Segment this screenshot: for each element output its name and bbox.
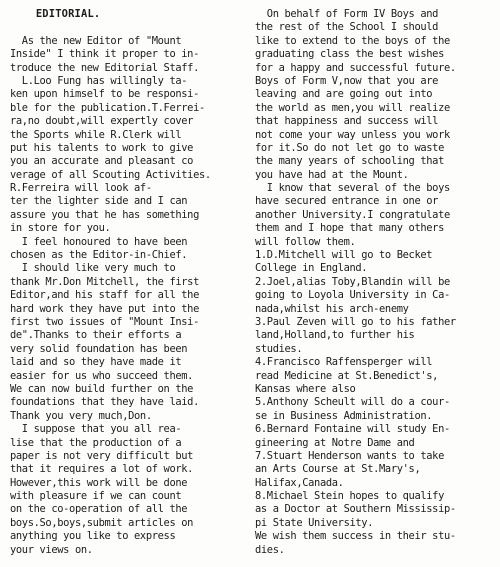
- editorial-text-line: ter the lighter side and I can: [10, 195, 188, 208]
- graduates-text-line: I know that several of the boys: [255, 182, 450, 195]
- graduates-text-line: dies.: [255, 543, 285, 556]
- graduates-text-line: leaving and are going out into: [255, 88, 433, 101]
- editorial-text-line: thank Mr.Don Mitchell, the first: [10, 275, 199, 288]
- graduates-text-line: for a happy and successful future.: [255, 61, 456, 74]
- graduates-text-line: land,Holland,to further his: [255, 329, 415, 342]
- graduates-text-line: have secured entrance in one or: [255, 195, 439, 208]
- editorial-text-line: [10, 21, 250, 34]
- graduates-text-line: 3.Paul Zeven will go to his father: [255, 315, 456, 328]
- graduates-text-line: gineering at Notre Dame and: [255, 436, 415, 449]
- editorial-text-line: paper is not very difficult but: [10, 449, 194, 462]
- editorial-text-line: EDITORIAL.: [10, 8, 101, 20]
- editorial-text-line: I feel honoured to have been: [10, 235, 188, 248]
- graduates-text-line: read Medicine at St.Benedict's,: [255, 369, 439, 382]
- graduates-text-line: as a Doctor at Southern Mississip-: [255, 503, 456, 516]
- editorial-text-line: that it requires a lot of work.: [10, 463, 194, 476]
- graduates-text-line: for it.So do not let go to waste: [255, 141, 444, 154]
- editorial-text-line: chosen as the Editor-in-Chief.: [10, 249, 188, 262]
- graduates-text-line: Kansas where also: [255, 382, 356, 395]
- graduates-text-line: you have had at the Mount.: [255, 168, 409, 181]
- editorial-text-line: with pleasure if we can count: [10, 490, 182, 503]
- graduates-text-line: the many years of schooling that: [255, 155, 444, 168]
- graduates-text-line: 1.D.Mitchell will go to Becket: [255, 249, 433, 262]
- graduates-text-line: Boys of Form V,now that you are: [255, 74, 439, 87]
- editorial-text-line: We can now build further on the: [10, 382, 194, 395]
- graduates-column: [255, 8, 495, 557]
- editorial-text-line: very solid foundation has been: [10, 342, 188, 355]
- editorial-text-line: L.Loo Fung has willingly ta-: [10, 74, 188, 87]
- graduates-text-line: 6.Bernard Fontaine will study En-: [255, 423, 450, 436]
- graduates-text-line: the world as men,you will realize: [255, 101, 450, 114]
- graduates-text-line: 2.Joel,alias Toby,Blandin will be: [255, 275, 450, 288]
- editorial-text-line: I suppose that you all rea-: [10, 423, 182, 436]
- editorial-text-line: hard work they have put into the: [10, 302, 199, 315]
- graduates-text-line: going to Loyola University in Ca-: [255, 289, 450, 302]
- editorial-text-line: Thank you very much,Don.: [10, 409, 152, 422]
- editorial-text-line: in store for you.: [10, 222, 111, 235]
- graduates-text-line: like to extend to the boys of the: [255, 34, 450, 47]
- editorial-text-line: easier for us who succeed them.: [10, 369, 194, 382]
- editorial-text-line: boys.So,boys,submit articles on: [10, 516, 194, 529]
- editorial-text-line: first two issues of "Mount Insi-: [10, 315, 199, 328]
- graduates-text-line: graduating class the best wishes: [255, 48, 444, 61]
- editorial-text-line: However,this work will be done: [10, 476, 188, 489]
- editorial-text-line: laid and so they have made it: [10, 356, 182, 369]
- editorial-text-line: lise that the production of a: [10, 436, 182, 449]
- editorial-text-line: Inside" I think it proper to in-: [10, 48, 199, 61]
- editorial-text-line: foundations that they have laid.: [10, 396, 199, 409]
- editorial-text-line: the Sports while R.Clerk will: [10, 128, 182, 141]
- graduates-text-line: another University.I congratulate: [255, 208, 450, 221]
- editorial-text-line: ken upon himself to be responsi-: [10, 88, 199, 101]
- editorial-text-line: put his talents to work to give: [10, 141, 194, 154]
- editorial-text-line: your views on.: [10, 543, 93, 556]
- graduates-text-line: 8.Michael Stein hopes to qualify: [255, 490, 444, 503]
- graduates-text-line: not come your way unless you work: [255, 128, 450, 141]
- editorial-text-line: on the co-operation of all the: [10, 503, 188, 516]
- editorial-text-line: As the new Editor of "Mount: [10, 34, 182, 47]
- editorial-text-line: R.Ferreira will look af-: [10, 182, 152, 195]
- graduates-text-line: an Arts Course at St.Mary's,: [255, 463, 421, 476]
- graduates-text-line: will follow them.: [255, 235, 356, 248]
- graduates-text-line: College in England.: [255, 262, 368, 275]
- graduates-text-line: We wish them success in their stu-: [255, 530, 456, 543]
- graduates-text-line: se in Business Administration.: [255, 409, 433, 422]
- graduates-text-line: them and I hope that many others: [255, 222, 444, 235]
- graduates-text-line: the rest of the School I should: [255, 21, 439, 34]
- graduates-text-line: 7.Stuart Henderson wants to take: [255, 449, 444, 462]
- editorial-text-line: ble for the publication.T.Ferrei-: [10, 101, 205, 114]
- editorial-text-line: ra,no doubt,will expertly cover: [10, 115, 194, 128]
- graduates-text-line: studies.: [255, 342, 303, 355]
- editorial-text-line: I should like very much to: [10, 262, 176, 275]
- graduates-text-line: 4.Francisco Raffensperger will: [255, 356, 433, 369]
- editorial-text-line: verage of all Scouting Activities.: [10, 168, 211, 181]
- editorial-text-line: anything you like to express: [10, 530, 176, 543]
- editorial-text-line: de".Thanks to their efforts a: [10, 329, 182, 342]
- graduates-text-line: On behalf of Form IV Boys and: [255, 8, 439, 20]
- editorial-text-line: you an accurate and pleasant co: [10, 155, 194, 168]
- graduates-text-line: that happiness and success will: [255, 115, 439, 128]
- editorial-column: [10, 8, 250, 557]
- graduates-text-line: 5.Anthony Scheult will do a cour-: [255, 396, 450, 409]
- editorial-text-line: assure you that he has something: [10, 208, 199, 221]
- editorial-text-line: Editor,and his staff for all the: [10, 289, 199, 302]
- editorial-text-line: troduce the new Editorial Staff.: [10, 61, 199, 74]
- graduates-text-line: Halifax,Canada.: [255, 476, 344, 489]
- graduates-text-line: nada,whilst his arch-enemy: [255, 302, 409, 315]
- graduates-text-line: pi State University.: [255, 516, 374, 529]
